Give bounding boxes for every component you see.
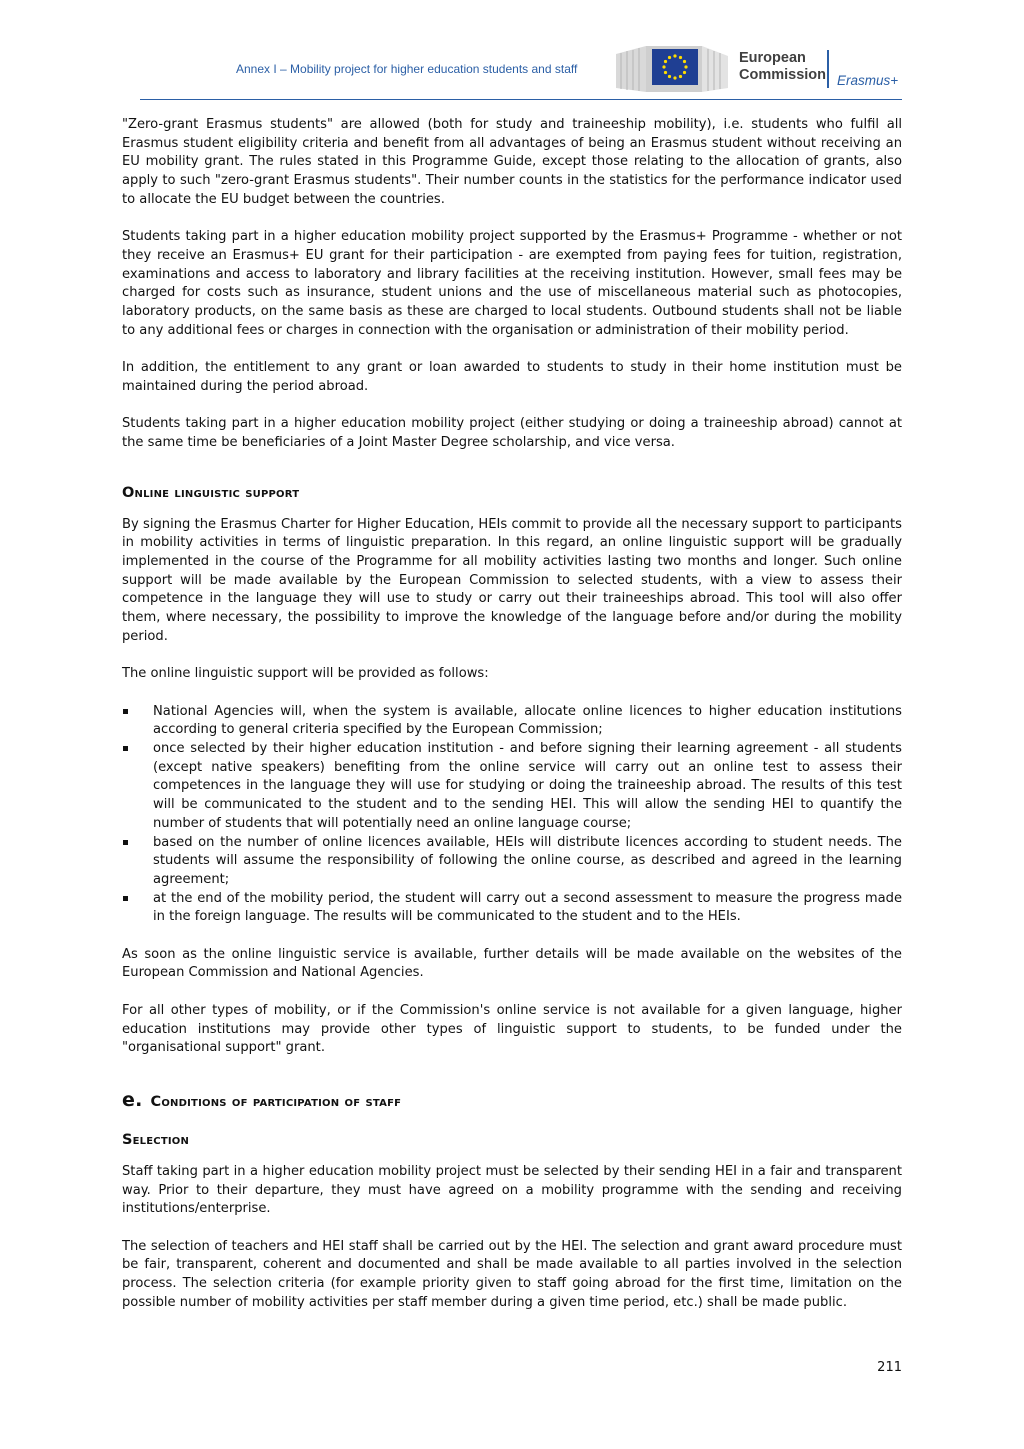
bullet-square-icon [123, 709, 128, 714]
eu-flag-icon [652, 49, 698, 85]
list-item [122, 834, 902, 890]
list-item-text: National Agencies will, when the system is available, allocate online licences to higher education institutions according to general criteria specified by the European Commission; [153, 703, 902, 738]
paragraph-other-mobility: For all other types of mobility, or if the Commission's online service is not available for a given language, higher education institutions may provide other types of linguistic support to students, to be funded under the "organisational support" grant. [122, 1002, 902, 1056]
logo-divider [827, 50, 829, 88]
paragraph-entitlement: In addition, the entitlement to any grant or loan awarded to students to study in their home institution must be maintained during the period abroad. [122, 360, 902, 394]
paragraph-zero-grant: "Zero-grant Erasmus students" are allowed (both for study and traineeship mobility), i.e. students who fulfil all Erasmus student eligibility criteria and benefit from all advantages of being an Erasmus student without receiving an EU mobility grant. The rules stated in this Programme Guide, except those relating to the allocation of grants, also apply to such "zero-grant Erasmus students". Their number counts in the statistics for the performance indicator used to allocate the EU budget between the countries. [122, 117, 902, 207]
paragraph-selection-procedure: The selection of teachers and HEI staff shall be carried out by the HEI. The selection and grant award procedure must be fair, transparent, coherent and documented and shall be made available to all parties involved in the selection process. The selection criteria (for example priority given to staff going abroad for the first time, limitation on the possible number of mobility activities per staff member during a given time period, etc.) shall be made public. [122, 1238, 902, 1310]
list-item-text: based on the number of online licences available, HEIs will distribute licences according to student needs. The students will assume the responsibility of following the online course, as described and agreed in the learning agreement; [153, 834, 902, 887]
bullet-square-icon [123, 746, 128, 751]
list-item-text: once selected by their higher education institution - and before signing their learning agreement - all students (except native speakers) benefiting from the online service will carry out an online test to assess their competences in the language they will use for studying or doing the traineeship abroad. The results of this test will be communicated to the student and to the sending HEI. This will allow the sending HEI to quantify the number of students that will potentially need an online language course; [153, 741, 902, 831]
heading-conditions-staff [122, 1090, 902, 1112]
bullet-square-icon [123, 840, 128, 845]
paragraph-fees: Students taking part in a higher education mobility project supported by the Erasmus+ Programme - whether or not they receive an Erasmus+ EU grant for their participation - are exempted from paying fees for tuition, registration, examinations and access to laboratory and library facilities at the receiving institution. However, small fees may be charged for costs such as insurance, student unions and the use of miscellaneous material such as photocopies, laboratory products, on the same basis as these are charged to local students. Outbound students shall not be liable to any additional fees or charges in connection with the organisation or administration of their mobility period. [122, 229, 902, 338]
paragraph-charter: By signing the Erasmus Charter for Higher Education, HEIs commit to provide all the necessary support to participants in mobility activities in terms of linguistic preparation. In this regard, an online linguistic support will be gradually implemented in the course of the Programme for all mobility activities lasting two months and longer. Such online support will be made available by the European Commission to selected students, with a view to assess their competence in the language they will use to study or carry out their traineeships abroad. This tool will also offer them, where necessary, the possibility to improve the knowledge of the language before and/or during the mobility period. [122, 516, 902, 644]
list-item-text: at the end of the mobility period, the student will carry out a second assessment to measure the progress made in the foreign language. The results will be communicated to the student and to the HEIs. [153, 890, 902, 925]
list-item [122, 740, 902, 834]
running-header: Annex I – Mobility project for higher education students and staff [236, 62, 578, 76]
section-title: Conditions of participation of staff [150, 1093, 402, 1110]
linguistic-support-list [122, 703, 902, 927]
paragraph-provided-as-follows: The online linguistic support will be provided as follows: [122, 666, 489, 682]
page-number: 211 [877, 1360, 902, 1375]
list-item [122, 703, 902, 740]
paragraph-further-details: As soon as the online linguistic service is available, further details will be made available on the websites of the European Commission and National Agencies. [122, 946, 902, 981]
logo-commission-text: European Commission [739, 50, 827, 83]
document-body [122, 116, 902, 1331]
header-rule [140, 99, 902, 100]
paragraph-staff-selection: Staff taking part in a higher education mobility project must be selected by their sending HEI in a fair and transparent way. Prior to their departure, they must have agreed on a mobility programme with the sending and receiving institutions/enterprise. [122, 1163, 902, 1217]
heading-selection: Selection [122, 1131, 190, 1148]
paragraph-joint-master: Students taking part in a higher education mobility project (either studying or doing a traineeship abroad) cannot at the same time be beneficiaries of a Joint Master Degree scholarship, and vice versa. [122, 416, 902, 450]
logo-erasmus-text: Erasmus+ [837, 73, 899, 88]
bullet-square-icon [123, 896, 128, 901]
list-item [122, 890, 902, 927]
section-letter: e. [122, 1088, 143, 1111]
heading-online-linguistic-support: Online linguistic support [122, 484, 300, 501]
european-commission-logo [616, 40, 906, 96]
